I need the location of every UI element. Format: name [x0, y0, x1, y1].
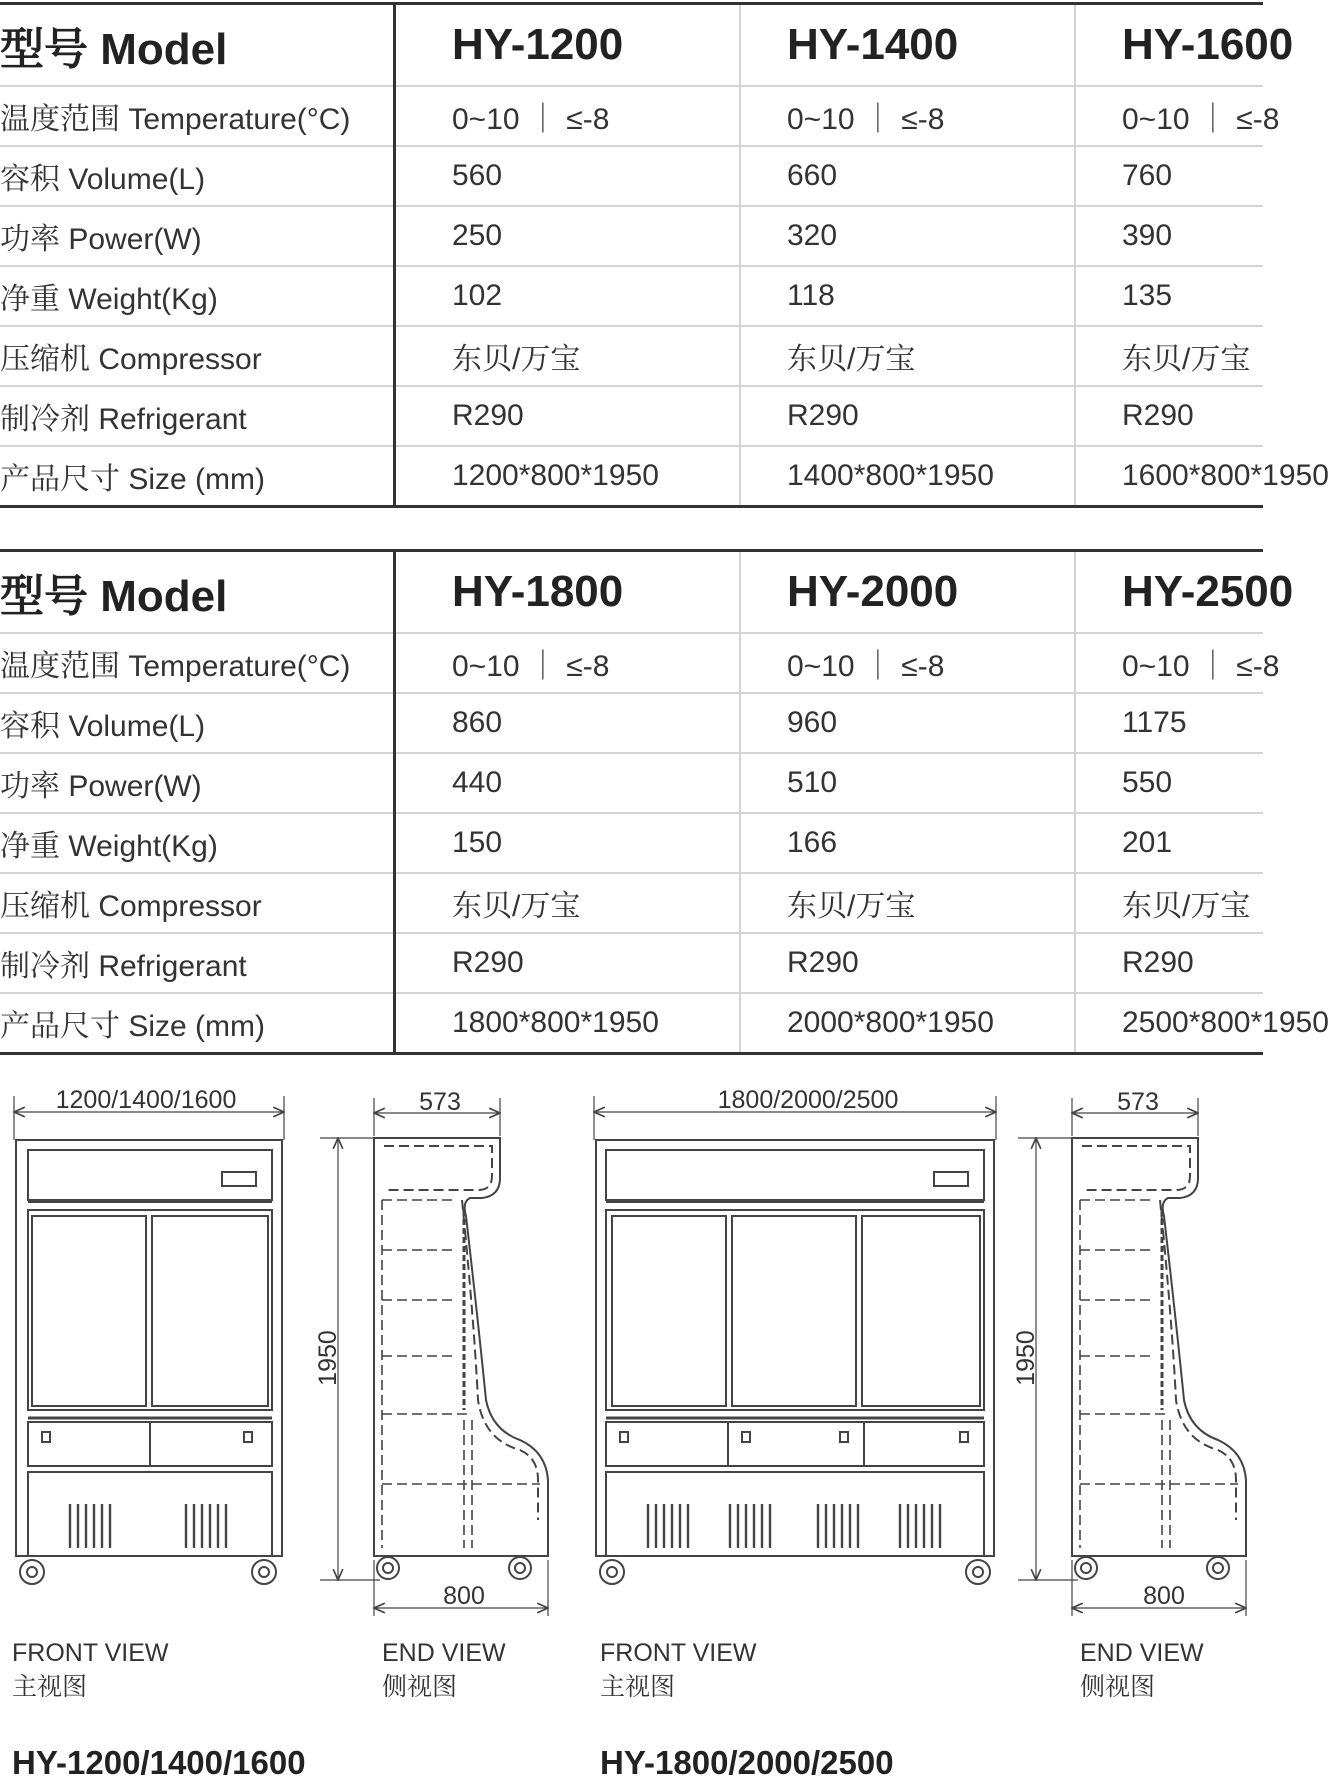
- table-cell: R290: [740, 933, 1075, 993]
- table-row: [0, 933, 1263, 993]
- end-view-en: END VIEW: [382, 1639, 506, 1667]
- table-row: [0, 326, 1263, 386]
- table-cell: 东贝/万宝: [395, 873, 741, 933]
- table-row: [0, 753, 1263, 813]
- table-row: [0, 206, 1263, 266]
- table-row: [0, 4, 1263, 87]
- front-view-cn: 主视图: [12, 1673, 88, 1701]
- table-cell: 1400*800*1950: [740, 446, 1075, 507]
- table-cell: R290: [395, 386, 741, 446]
- front-view-en: FRONT VIEW: [600, 1639, 757, 1667]
- temperature-label: 温度范围 Temperature(°C): [0, 86, 395, 146]
- depth-bottom-dimension: 800: [443, 1582, 485, 1610]
- table-row: [0, 693, 1263, 753]
- weight-label: 净重 Weight(Kg): [0, 266, 395, 326]
- front-view-caption: [600, 1636, 756, 1704]
- series-title: HY-1200/1400/1600: [12, 1744, 306, 1781]
- table-cell: 0~10 ｜ ≤-8: [740, 86, 1075, 146]
- table-cell: R290: [1075, 386, 1263, 446]
- front-view-caption: [12, 1636, 168, 1704]
- table-cell: 150: [395, 813, 741, 873]
- table-row: [0, 551, 1263, 634]
- power-label: 功率 Power(W): [0, 206, 395, 266]
- end-view-left: [320, 1098, 548, 1616]
- table-row: [0, 386, 1263, 446]
- spec-table-2: [0, 549, 1329, 1055]
- table-row: [0, 993, 1263, 1054]
- size-label: 产品尺寸 Size (mm): [0, 993, 395, 1054]
- table-cell: 0~10 ｜ ≤-8: [740, 633, 1075, 693]
- table-cell: 660: [740, 146, 1075, 206]
- table-cell: 118: [740, 266, 1075, 326]
- technical-drawing: [0, 1085, 1263, 1610]
- table-cell: 2000*800*1950: [740, 993, 1075, 1054]
- table-cell: 1175: [1075, 693, 1263, 753]
- table-row: [0, 873, 1263, 933]
- table-cell: 510: [740, 753, 1075, 813]
- table-cell: 440: [395, 753, 741, 813]
- front-view-en: FRONT VIEW: [12, 1639, 169, 1667]
- height-dimension: 1950: [1012, 1330, 1040, 1386]
- model-name: HY-1600: [1075, 4, 1263, 87]
- power-label: 功率 Power(W): [0, 753, 395, 813]
- end-view-right: [1018, 1098, 1246, 1616]
- table-cell: 东贝/万宝: [1075, 873, 1263, 933]
- front-view-right: [594, 1096, 996, 1584]
- table-row: [0, 86, 1263, 146]
- table-row: [0, 446, 1263, 507]
- table-cell: 1800*800*1950: [395, 993, 741, 1054]
- table-cell: 550: [1075, 753, 1263, 813]
- table-row: [0, 633, 1263, 693]
- height-dimension: 1950: [314, 1330, 342, 1386]
- model-name: HY-2000: [740, 551, 1075, 634]
- weight-label: 净重 Weight(Kg): [0, 813, 395, 873]
- model-label: 型号 Model: [0, 551, 395, 634]
- series-title: HY-1800/2000/2500: [600, 1744, 894, 1781]
- table-cell: R290: [395, 933, 741, 993]
- refrigerant-label: 制冷剂 Refrigerant: [0, 933, 395, 993]
- depth-bottom-dimension: 800: [1143, 1582, 1185, 1610]
- compressor-label: 压缩机 Compressor: [0, 326, 395, 386]
- table-cell: 东贝/万宝: [740, 873, 1075, 933]
- table-cell: R290: [740, 386, 1075, 446]
- table-cell: 166: [740, 813, 1075, 873]
- depth-top-dimension: 573: [419, 1088, 461, 1116]
- table-row: [0, 813, 1263, 873]
- size-label: 产品尺寸 Size (mm): [0, 446, 395, 507]
- front-view-cn: 主视图: [600, 1673, 676, 1701]
- table-cell: 0~10 ｜ ≤-8: [1075, 86, 1263, 146]
- table-cell: 201: [1075, 813, 1263, 873]
- end-view-caption: [382, 1636, 506, 1704]
- table-cell: 960: [740, 693, 1075, 753]
- width-dimension: 1200/1400/1600: [55, 1086, 237, 1114]
- temperature-label: 温度范围 Temperature(°C): [0, 633, 395, 693]
- model-name: HY-1400: [740, 4, 1075, 87]
- refrigerant-label: 制冷剂 Refrigerant: [0, 386, 395, 446]
- table-cell: 135: [1075, 266, 1263, 326]
- table-row: [0, 266, 1263, 326]
- table-cell: 320: [740, 206, 1075, 266]
- model-name: HY-1800: [395, 551, 741, 634]
- table-cell: 0~10 ｜ ≤-8: [1075, 633, 1263, 693]
- spec-table-1: [0, 2, 1329, 508]
- table-cell: 东贝/万宝: [1075, 326, 1263, 386]
- table-cell: 390: [1075, 206, 1263, 266]
- table-row: [0, 146, 1263, 206]
- table-cell: 560: [395, 146, 741, 206]
- depth-top-dimension: 573: [1117, 1088, 1159, 1116]
- table-cell: 1600*800*1950: [1075, 446, 1263, 507]
- table-cell: 250: [395, 206, 741, 266]
- table-cell: R290: [1075, 933, 1263, 993]
- table-cell: 860: [395, 693, 741, 753]
- volume-label: 容积 Volume(L): [0, 146, 395, 206]
- model-label: 型号 Model: [0, 4, 395, 87]
- end-view-caption: [1080, 1636, 1204, 1704]
- table-cell: 东贝/万宝: [740, 326, 1075, 386]
- table-cell: 1200*800*1950: [395, 446, 741, 507]
- front-view-left: [14, 1096, 284, 1584]
- table-cell: 东贝/万宝: [395, 326, 741, 386]
- table-cell: 2500*800*1950: [1075, 993, 1263, 1054]
- model-name: HY-2500: [1075, 551, 1263, 634]
- table-cell: 760: [1075, 146, 1263, 206]
- model-name: HY-1200: [395, 4, 741, 87]
- end-view-cn: 侧视图: [382, 1673, 458, 1701]
- end-view-en: END VIEW: [1080, 1639, 1204, 1667]
- width-dimension: 1800/2000/2500: [717, 1086, 899, 1114]
- compressor-label: 压缩机 Compressor: [0, 873, 395, 933]
- table-cell: 0~10 ｜ ≤-8: [395, 86, 741, 146]
- volume-label: 容积 Volume(L): [0, 693, 395, 753]
- table-cell: 102: [395, 266, 741, 326]
- end-view-cn: 侧视图: [1080, 1673, 1156, 1701]
- table-cell: 0~10 ｜ ≤-8: [395, 633, 741, 693]
